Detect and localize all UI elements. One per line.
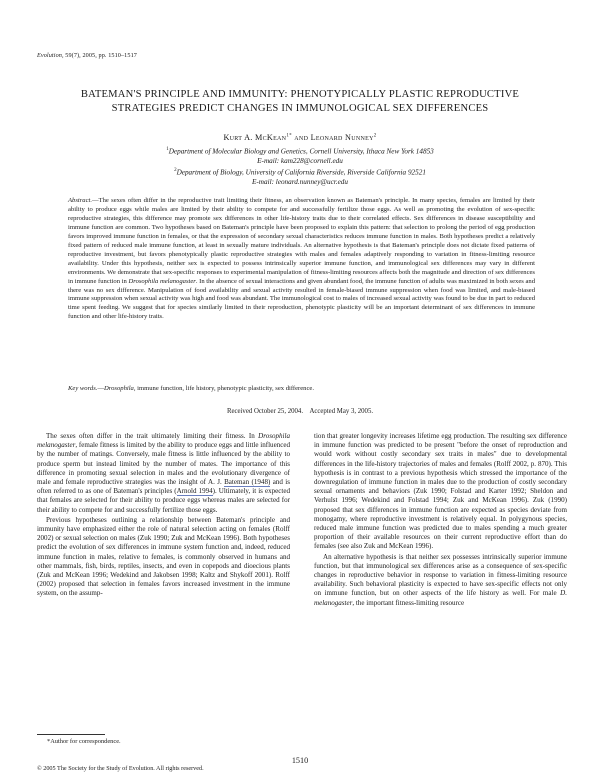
keywords-label: Key words. bbox=[68, 385, 98, 392]
affiliation-1-email[interactable]: E-mail: kam228@cornell.edu bbox=[257, 157, 343, 166]
body-text: ). Ultimately, it is expected that females are selected for their ability to produce eggs whereas males are selected for their ability to compete for and successfully fertilize those eggs. bbox=[37, 487, 290, 514]
body-paragraph: Previous hypotheses outlining a relationship between Bateman's principle and immunity have emphasized either the role of natural selection acting on females (Rolff 2002) or sexual selection on males (Zuk 1990; Zuk and McKean 1996). Both hypotheses predict the evolution of sex differences in immune system function and, indeed, reduced immune function in males, relative to females, is commonly observed in humans and other mammals, fish, birds, reptiles, insects, and even in copepods and dioecious plants (Zuk and McKean 1996; Wedekind and Jakobsen 1998; Kaltz and Shykoff 2001). Rolff (2002) proposed that selection in females favors increased investment in the immune system, on the assump- bbox=[37, 515, 290, 598]
affiliation-2 bbox=[60, 166, 540, 188]
journal-name: Evolution, bbox=[37, 52, 64, 59]
body-paragraph bbox=[314, 553, 567, 608]
abstract-text-part1: —The sexes often differ in the reproductive trait limiting their fitness, an observation known as Bateman's principle. In many species, females are limited by their ability to produce eggs while males are limited by their ability to compete for and successfully fertilize those eggs. As well as promoting the evolution of sex-specific reproductive strategies, this difference may promote sex differences in other life-history traits due to their correlated effects. Sex differences in disease susceptibility and immune function are common. Two hypotheses based on Bateman's principle have been proposed to explain this pattern: that selection to prolong the period of egg production favors improved immune function in females, or that the expression of secondary sexual characteristics reduces immune function in males. Both hypotheses predict a relatively fixed pattern of reduced male immune function, at least in sexually mature individuals. An alternative hypothesis is that Bateman's principle does not dictate fixed patterns of reproductive investment, but favors phenotypically plastic reproductive strategies with males and females adaptively responding to variation in fitness-limiting resource availability. Under this hypothesis, neither sex is expected to possess intrinsically superior immune function, and immunological sex differences may vary in different environments. We demonstrate that sex-specific responses to experimental manipulation of fitness-limiting resources affects both the magnitude and direction of sex differences in immune function in bbox=[68, 197, 535, 285]
author-mckean-marks: 1* bbox=[286, 133, 292, 139]
abstract-species: Drosophila melanogaster bbox=[128, 277, 196, 285]
abstract-label: Abstract. bbox=[68, 197, 92, 204]
reference-link-arnold-1994[interactable]: Arnold 1994 bbox=[176, 487, 213, 496]
correspondence-footnote: *Author for correspondence. bbox=[47, 738, 121, 745]
body-text: An alternative hypothesis is that neither sex possesses intrinsically superior immune function, but that immunological sex differences arise as a consequence of sex-specific changes in reproductive behavior in response to variation in fitness-limiting resource availability. Such behavioral plasticity is expected to have sex-specific effects not only on immune function, but on other aspects of the life history as well. For male bbox=[314, 552, 567, 598]
received-accepted-dates: Received October 25, 2004. Accepted May 3, 2005. bbox=[226, 408, 374, 415]
footnote-divider bbox=[37, 734, 105, 735]
affiliation-1 bbox=[60, 145, 540, 167]
body-text: and is often referred to as one of Bateman's principles ( bbox=[37, 478, 290, 496]
affiliation-2-mark: 2 bbox=[174, 168, 177, 173]
affiliation-2-dept: Department of Biology, University of California Riverside, Riverside California 92521 bbox=[176, 168, 426, 177]
body-text: The sexes often differ in the trait ultimately limiting their fitness. In bbox=[46, 432, 259, 440]
affiliation-1-mark: 1 bbox=[166, 147, 169, 152]
author-mckean: Kurt A. McKean bbox=[223, 133, 287, 142]
affiliation-2-email[interactable]: E-mail: leonard.nunney@ucr.edu bbox=[252, 178, 348, 187]
journal-citation bbox=[37, 52, 137, 59]
page-number: 1510 bbox=[291, 756, 309, 765]
author-conjunction: and bbox=[294, 133, 309, 142]
reference-link-bateman-1948[interactable]: Bateman (1948) bbox=[224, 478, 271, 487]
body-species: D. melanogaster bbox=[314, 589, 567, 607]
abstract-text-part2: . In the absence of sexual interactions and given abundant food, the immune function of adults was maximized in both sexes and there was no sex difference. Manipulation of food availability and sexual activity resulted in female-biased immune suppression when food was limited, and male-biased immune suppression when sexual activity was high and food was abundant. The immunological cost to males of increased sexual activity was found to be due in part to reduced time spent feeding. We suggest that for species similarly limited in their reproduction, phenotypic plasticity will be an important determinant of sex differences in immune function and other life-history traits. bbox=[68, 277, 536, 321]
body-text: , the important fitness-limiting resource bbox=[352, 598, 465, 607]
affiliation-1-dept: Department of Molecular Biology and Genetics, Cornell University, Ithaca New York 14853 bbox=[168, 147, 434, 156]
body-column-left bbox=[37, 432, 290, 599]
copyright-notice: © 2005 The Society for the Study of Evolution. All rights reserved. bbox=[37, 765, 204, 772]
journal-volume: 59(7), 2005, pp. 1510–1517 bbox=[65, 52, 137, 59]
keywords bbox=[68, 385, 535, 394]
body-species: Drosophila melanogaster bbox=[37, 432, 290, 450]
keywords-dash: — bbox=[97, 385, 105, 392]
author-line bbox=[60, 133, 540, 142]
author-nunney-marks: 2 bbox=[373, 133, 377, 139]
keywords-genus: Drosophila bbox=[104, 385, 134, 392]
body-column-right bbox=[314, 432, 567, 608]
keywords-rest: , immune function, life history, phenotypic plasticity, sex difference. bbox=[133, 385, 314, 392]
body-paragraph: tion that greater longevity increases lifetime egg production. The resulting sex difference in immune function was predicted to be present "before the onset of reproduction and would work without costly secondary sex traits in males" due to developmental differences in the life-history trajectories of males and females (Rolff 2002, p. 870). This hypothesis is in contrast to a previous hypothesis which stressed the importance of the downregulation of immune function in males due to the production of costly secondary sexual ornaments and behaviors (Zuk 1990; Folstad and Karter 1992; Sheldon and Verhulst 1996; Wedekind and Folstad 1994; Zuk and McKean 1996). Zuk (1990) proposed that sex differences in immune function are expected as species deviate from monogamy, where reproductive investment is relatively equal. In polygynous species, reduced male immune function was predicted due to males spending a much greater proportion of their available resources on their current reproductive effort than do females (see also Zuk and McKean 1996). bbox=[314, 432, 567, 551]
body-paragraph bbox=[37, 432, 290, 515]
body-text: , female fitness is limited by the ability to produce eggs and little influenced by the number of matings. Conversely, male fitness is little influenced by the ability to produce sperm but instead limited by the number of mates. The importance of this difference in promoting sexual selection in males and the evolutionary divergence of male and female reproductive strategies was the insight of A. J. bbox=[37, 441, 290, 487]
abstract bbox=[68, 197, 535, 322]
author-nunney: Leonard Nunney bbox=[310, 133, 374, 142]
article-title: BATEMAN'S PRINCIPLE AND IMMUNITY: PHENOTYPICALLY PLASTIC REPRODUCTIVE STRATEGIES PREDICT CHANGES IN IMMUNOLOGICAL SEX DIFFERENCES bbox=[80, 89, 520, 114]
